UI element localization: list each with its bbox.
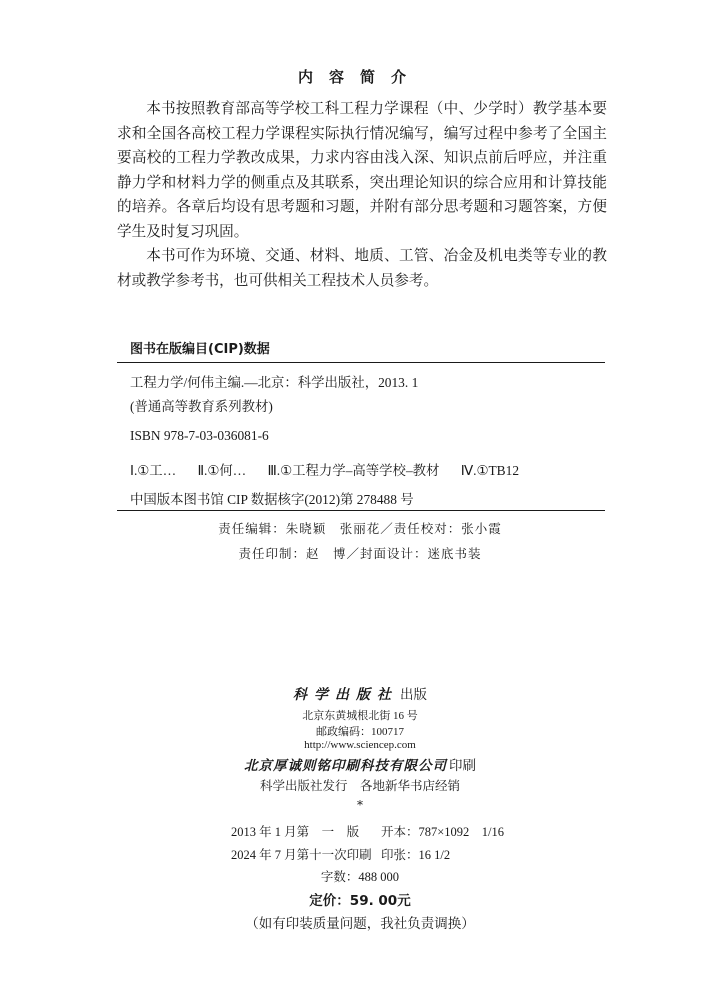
edition-info: 2013 年 1 月第 一 版 xyxy=(231,825,360,839)
intro-title: 内容简介 xyxy=(297,68,422,86)
cip-title: 图书在版编目(CIP)数据 xyxy=(130,342,270,357)
publisher-line xyxy=(0,683,720,704)
editors-line-2: 责任印制：赵 博／封面设计：迷底书装 xyxy=(238,546,482,561)
postcode: 邮政编码：100717 xyxy=(316,726,404,738)
cip-series-line: (普通高等教育系列教材) xyxy=(130,399,273,414)
cip-classification xyxy=(130,460,537,479)
distribution-line: 科学出版社发行 各地新华书店经销 xyxy=(259,778,460,793)
print-suffix: 印刷 xyxy=(449,758,476,774)
publish-suffix: 出版 xyxy=(400,687,427,703)
publisher-address: 北京东黄城根北街 16 号 xyxy=(302,710,418,722)
publisher-name: 科学出版社 xyxy=(293,687,398,703)
cip-title-line: 工程力学/何伟主编.—北京：科学出版社，2013. 1 xyxy=(130,375,419,390)
format-info: 开本：787×1092 1/16 xyxy=(381,825,505,839)
classification-item: Ⅰ.①工… xyxy=(130,463,177,478)
intro-paragraph-1: 本书按照教育部高等学校工科工程力学课程（中、少学时）教学基本要求和全国各高校工程力学课程实际执行情况编写，编写过程中参考了全国主要高校的工程力学教改成果，力求内容由浅入深、知识点前后呼应，并注重静力学和材料力学的侧重点及其联系，突出理论知识的综合应用和计算技能的培养。各章后均设有思考题和习题，并附有部分思考题和习题答案，方便学生及时复习巩固。 xyxy=(117,100,607,240)
editors-line-1: 责任编辑：朱晓颖 张丽花／责任校对：张小霞 xyxy=(218,521,502,536)
cip-isbn: ISBN 978-7-03-036081-6 xyxy=(130,428,269,443)
classification-item: Ⅱ.①何… xyxy=(197,463,247,478)
sheets-info: 印张：16 1/2 xyxy=(381,848,451,862)
printing-info: 2024 年 7 月第十一次印刷 xyxy=(231,848,372,862)
classification-item: Ⅳ.①TB12 xyxy=(460,463,520,478)
website: http://www.sciencep.com xyxy=(304,739,416,751)
printer-line xyxy=(0,754,720,774)
classification-item: Ⅲ.①工程力学–高等学校–教材 xyxy=(267,463,440,478)
cip-bottom-rule xyxy=(117,510,605,511)
quality-notice: （如有印装质量问题，我社负责调换） xyxy=(245,916,475,932)
price: 定价：59. 00元 xyxy=(309,893,411,909)
printer-name: 北京厚诚则铭印刷科技有限公司 xyxy=(244,758,447,774)
intro-paragraph-2: 本书可作为环境、交通、材料、地质、工管、冶金及机电类等专业的教材或教学参考书，也可供相关工程技术人员参考。 xyxy=(117,247,607,289)
word-count: 字数：488 000 xyxy=(320,870,400,884)
cip-top-rule xyxy=(117,362,605,363)
cip-record: 中国版本图书馆 CIP 数据核字(2012)第 278488 号 xyxy=(130,492,414,507)
separator-star: * xyxy=(357,798,363,812)
